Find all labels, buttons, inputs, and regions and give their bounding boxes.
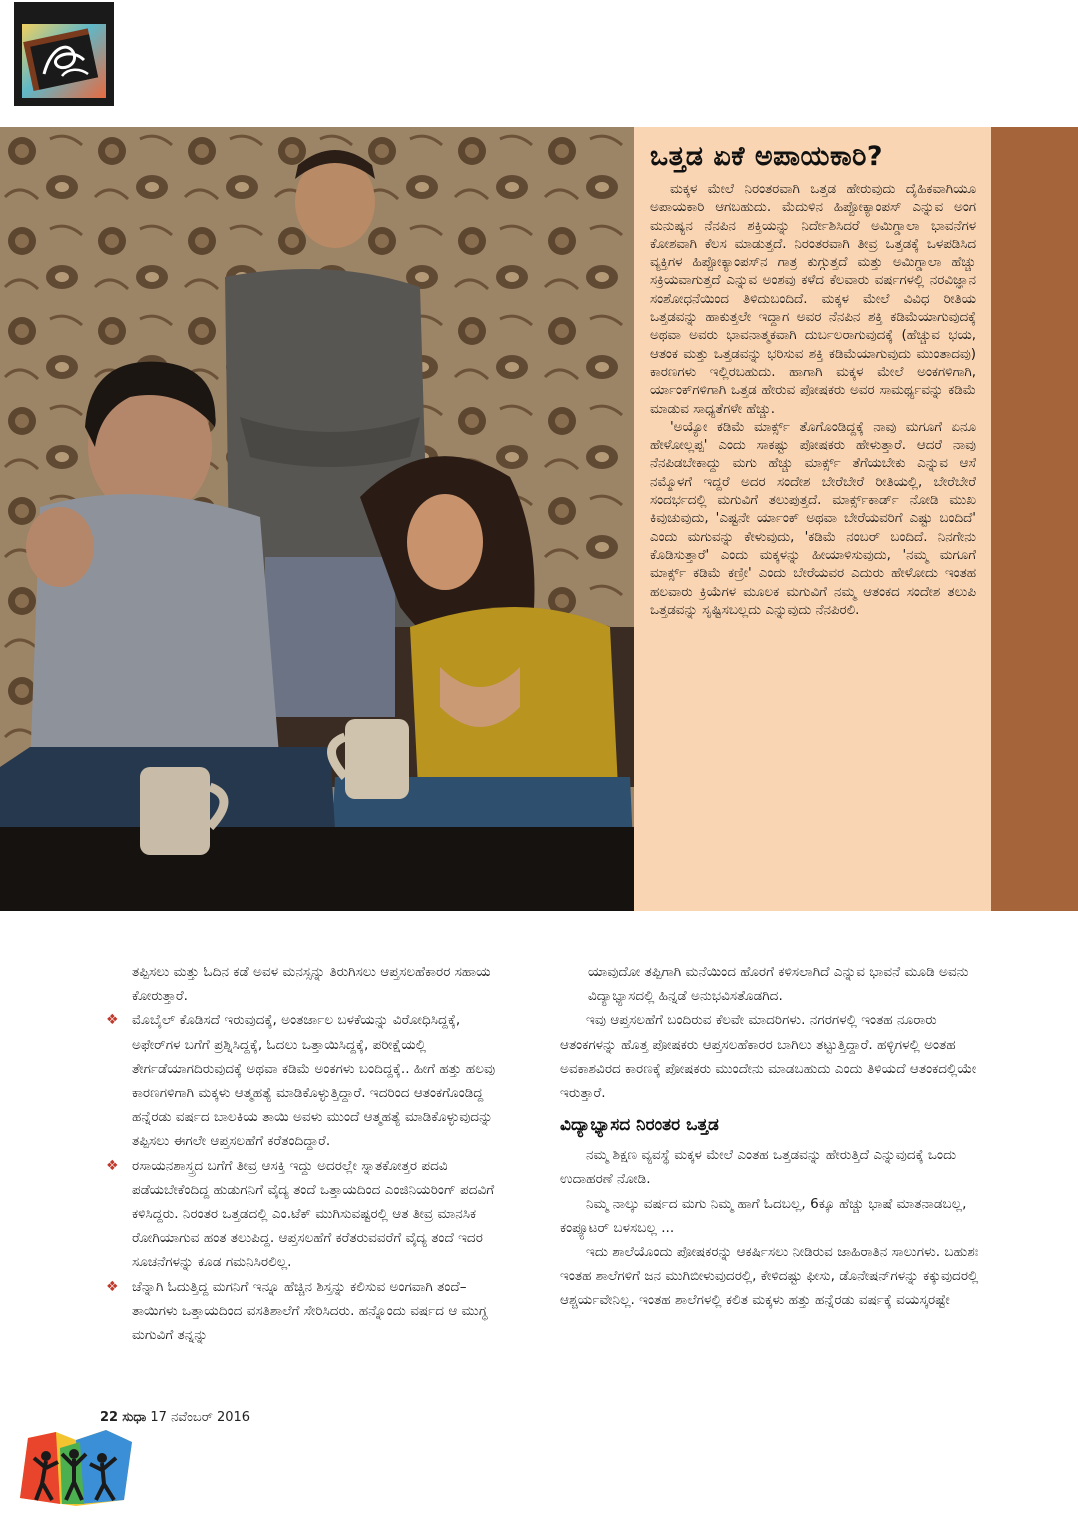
section-logo	[14, 2, 114, 106]
sidebar-paragraph: ಮಕ್ಕಳ ಮೇಲೆ ನಿರಂತರವಾಗಿ ಒತ್ತಡ ಹೇರುವುದು ದೈಹಿಕವಾಗಿಯೂ ಅಪಾಯಕಾರಿ ಆಗಬಹುದು. ಮೆದುಳಿನ ಹಿಪ್ಪೋಕ್ಯಾಂಪಸ್ ಎನ್ನುವ ಅಂಗ ಮನುಷ್ಯನ ನೆನಪಿನ ಶಕ್ತಿಯನ್ನು ನಿರ್ದೇಶಿಸಿದರೆ ಅಮಿಗ್ಡಾಲಾ ಭಾವನೆಗಳ ಕೋಶವಾಗಿ ಕೆಲಸ ಮಾಡುತ್ತದೆ. ನಿರಂತರವಾಗಿ ತೀವ್ರ ಒತ್ತಡಕ್ಕೆ ಒಳಪಡಿಸಿದ ವ್ಯಕ್ತಿಗಳ ಹಿಪ್ಪೋಕ್ಯಾಂಪಸ್‌ನ ಗಾತ್ರ ಕುಗ್ಗುತ್ತದೆ ಮತ್ತು ಅಮಿಗ್ಡಾಲಾ ಹೆಚ್ಚು ಸಕ್ರಿಯವಾಗುತ್ತದೆ ಎನ್ನುವ ಅಂಶವು ಕಳೆದ ಕೆಲವಾರು ವರ್ಷಗಳಲ್ಲಿ ನರವಿಜ್ಞಾನ ಸಂಶೋಧನೆಯಿಂದ ತಿಳಿದುಬಂದಿದೆ. ಮಕ್ಕಳ ಮೇಲೆ ವಿವಿಧ ರೀತಿಯ ಒತ್ತಡವನ್ನು ಹಾಕುತ್ತಲೇ ಇದ್ದಾಗ ಅವರ ನೆನಪಿನ ಶಕ್ತಿ ಕಡಿಮೆಯಾಗುವುದಕ್ಕೆ ಅಥವಾ ಅವರು ಭಾವನಾತ್ಮಕವಾಗಿ ದುರ್ಬಲರಾಗುವುದಕ್ಕೆ (ಹೆಚ್ಚುವ ಭಯ, ಆತಂಕ ಮತ್ತು ಒತ್ತಡವನ್ನು ಭರಿಸುವ ಶಕ್ತಿ ಕಡಿಮೆಯಾಗುವುದು ಮುಂತಾದವು) ಕಾರಣಗಳು ಇಲ್ಲಿರಬಹುದು. ಹಾಗಾಗಿ ಮಕ್ಕಳ ಮೇಲೆ ಅಂಕಗಳಿಗಾಗಿ, ರ್ಯಾಂಕ್‌ಗಳಿಗಾಗಿ ಒತ್ತಡ ಹೇರುವ ಪೋಷಕರು ಅವರ ಸಾಮರ್ಥ್ಯವನ್ನು ಕಡಿಮೆ ಮಾಡುವ ಸಾಧ್ಯತೆಗಳೇ ಹೆಚ್ಚು.	[650, 182, 976, 417]
body-paragraph: ನಮ್ಮ ಶಿಕ್ಷಣ ವ್ಯವಸ್ಥೆ ಮಕ್ಕಳ ಮೇಲೆ ಎಂತಹ ಒತ್ತಡವನ್ನು ಹೇರುತ್ತಿದೆ ಎನ್ನುವುದಕ್ಕೆ ಒಂದು ಉದಾಹರಣೆ ನೋಡಿ.	[560, 1147, 957, 1188]
left-column	[104, 960, 506, 1347]
dancing-figures-icon	[16, 1428, 136, 1512]
bullet-text: ಚೆನ್ನಾಗಿ ಓದುತ್ತಿದ್ದ ಮಗನಿಗೆ ಇನ್ನೂ ಹೆಚ್ಚಿನ ಶಿಸ್ತನ್ನು ಕಲಿಸುವ ಅಂಗವಾಗಿ ತಂದೆ–ತಾಯಿಗಳು ಒತ್ತಾಯದಿಂದ ವಸತಿಶಾಲೆಗೆ ಸೇರಿಸಿದರು. ಹನ್ನೊಂದು ವರ್ಷದ ಆ ಮುಗ್ಧ ಮಗುವಿಗೆ ತನ್ನನ್ನು	[132, 1278, 488, 1344]
page-number: 22	[100, 1410, 119, 1425]
diamond-bullet-icon: ❖	[106, 1157, 119, 1174]
right-lead-text: ಯಾವುದೋ ತಪ್ಪಿಗಾಗಿ ಮನೆಯಿಂದ ಹೊರಗೆ ಕಳಿಸಲಾಗಿದೆ ಎನ್ನುವ ಭಾವನೆ ಮೂಡಿ ಅವನು ವಿದ್ಯಾಭ್ಯಾಸದಲ್ಲಿ ಹಿನ್ನಡೆ ಅನುಭವಿಸತೊಡಗಿದ.	[588, 964, 969, 1005]
diamond-bullet-icon: ❖	[106, 1012, 119, 1029]
body-paragraph: ಇವು ಆಪ್ತಸಲಹೆಗೆ ಬಂದಿರುವ ಕೆಲವೇ ಮಾದರಿಗಳು. ನಗರಗಳಲ್ಲಿ ಇಂತಹ ನೂರಾರು ಆತಂಕಗಳನ್ನು ಹೊತ್ತ ಪೋಷಕರು ಆಪ್ತಸಲಹೆಕಾರರ ಬಾಗಿಲು ತಟ್ಟುತ್ತಿದ್ದಾರೆ. ಹಳ್ಳಿಗಳಲ್ಲಿ ಅಂತಹ ಅವಕಾಶವಿರದ ಕಾರಣಕ್ಕೆ ಪೋಷಕರು ಮುಂದೇನು ಮಾಡಬಹುದು ಎಂದು ತಿಳಿಯದೆ ಆತಂಕದಲ್ಲಿಯೇ ಇರುತ್ತಾರೆ.	[560, 1012, 977, 1102]
bullet-item	[104, 1008, 506, 1153]
bullet-item	[104, 1275, 506, 1348]
sidebar-paragraph: 'ಅಯ್ಯೋ ಕಡಿಮೆ ಮಾರ್ಕ್ಸ್ ತೊಗೊಂಡಿದ್ದಕ್ಕೆ ನಾವು ಮಗೂಗೆ ಏನೂ ಹೇಳೋಲ್ಲಪ್ಪ' ಎಂದು ಸಾಕಷ್ಟು ಪೋಷಕರು ಹೇಳುತ್ತಾರೆ. ಆದರೆ ನಾವು ನೆನಪಿಡಬೇಕಾದ್ದು ಮಗು ಹೆಚ್ಚು ಮಾರ್ಕ್ಸ್ ತೆಗೆಯಬೇಕು ಎನ್ನುವ ಆಸೆ ನಮ್ಮೊಳಗೆ ಇದ್ದರೆ ಅದರ ಸಂದೇಶ ಬೇರೆಬೇರೆ ರೀತಿಯಲ್ಲಿ, ಬೇರೆಬೇರೆ ಸಂದರ್ಭದಲ್ಲಿ ಮಗುವಿಗೆ ತಲುಪುತ್ತದೆ. ಮಾರ್ಕ್ಸ್‌ಕಾರ್ಡ್ ನೋಡಿ ಮುಖ ಕಿವುಚುವುದು, 'ಎಷ್ಟನೇ ರ್ಯಾಂಕ್ ಅಥವಾ ಬೇರೆಯವರಿಗೆ ಎಷ್ಟು ಬಂದಿದೆ' ಎಂದು ಮಗುವನ್ನು ಕೇಳುವುದು, 'ಕಡಿಮೆ ನಂಬರ್ ಬಂದಿದೆ. ನಿನಗೇನು ಕೊಡಿಸುತ್ತಾರೆ' ಎಂದು ಮಕ್ಕಳನ್ನು ಹೀಯಾಳಿಸುವುದು, 'ನಮ್ಮ ಮಗೂಗೆ ಮಾರ್ಕ್ಸ್ ಕಡಿಮೆ ಕಣ್ರೀ' ಎಂದು ಬೇರೆಯವರ ಎದುರು ಹೇಳೋದು ಇಂತಹ ಹಲವಾರು ಕ್ರಿಯೆಗಳ ಮೂಲಕ ಮಗುವಿಗೆ ನಮ್ಮ ಆತಂಕದ ಸಂದೇಶ ತಲುಪಿ ಒತ್ತಡವನ್ನು ಸೃಷ್ಟಿಸಬಲ್ಲದು ಎನ್ನುವುದು ನೆನಪಿರಲಿ.	[650, 419, 976, 618]
bullet-text: ಮೊಬೈಲ್ ಕೊಡಿಸದೆ ಇರುವುದಕ್ಕೆ, ಅಂತರ್ಜಾಲ ಬಳಕೆಯನ್ನು ವಿರೋಧಿಸಿದ್ದಕ್ಕೆ, ಅಫೇರ್‌ಗಳ ಬಗೆಗೆ ಪ್ರಶ್ನಿಸಿದ್ದಕ್ಕೆ, ಓದಲು ಒತ್ತಾಯಿಸಿದ್ದಕ್ಕೆ, ಪರೀಕ್ಷೆಯಲ್ಲಿ ತೇರ್ಗಡೆಯಾಗದಿರುವುದಕ್ಕೆ ಅಥವಾ ಕಡಿಮೆ ಅಂಕಗಳು ಬಂದಿದ್ದಕ್ಕೆ.. ಹೀಗೆ ಹತ್ತು ಹಲವು ಕಾರಣಗಳಿಗಾಗಿ ಮಕ್ಕಳು ಆತ್ಮಹತ್ಯೆ ಮಾಡಿಕೊಳ್ಳುತ್ತಿದ್ದಾರೆ. ಇದರಿಂದ ಆತಂಕಗೊಂಡಿದ್ದ ಹನ್ನೆರಡು ವರ್ಷದ ಬಾಲಕಿಯ ತಾಯಿ ಅವಳು ಮುಂದೆ ಆತ್ಮಹತ್ಯೆ ಮಾಡಿಕೊಳ್ಳುವುದನ್ನು ತಪ್ಪಿಸಲು ಈಗಲೇ ಆಪ್ತಸಲಹೆಗೆ ಕರೆತಂದಿದ್ದಾರೆ.	[132, 1012, 496, 1150]
bullet-item	[104, 1154, 506, 1275]
body-paragraph: ಇದು ಶಾಲೆಯೊಂದು ಪೋಷಕರನ್ನು ಆಕರ್ಷಿಸಲು ನೀಡಿರುವ ಜಾಹಿರಾತಿನ ಸಾಲುಗಳು. ಬಹುಶಃ ಇಂತಹ ಶಾಲೆಗಳಿಗೆ ಜನ ಮುಗಿಬೀಳುವುದರಲ್ಲಿ, ಕೇಳಿದಷ್ಟು ಫೀಸು, ಡೊನೇಷನ್‌ಗಳನ್ನು ಕಕ್ಕುವುದರಲ್ಲಿ ಆಶ್ಚರ್ಯವೇನಿಲ್ಲ. ಇಂತಹ ಶಾಲೆಗಳಲ್ಲಿ ಕಲಿತ ಮಕ್ಕಳು ಹತ್ತು ಹನ್ನೆರಡು ವರ್ಷಕ್ಕೆ ವಯಸ್ಕರಷ್ಟೇ	[560, 1244, 979, 1309]
right-column	[560, 960, 992, 1313]
page-footer	[100, 1410, 250, 1425]
body-paragraph: ನಿಮ್ಮ ನಾಲ್ಕು ವರ್ಷದ ಮಗು ನಿಮ್ಮ ಹಾಗೆ ಓದಬಲ್ಲ, 6ಕ್ಕೂ ಹೆಚ್ಚು ಭಾಷೆ ಮಾತನಾಡಬಲ್ಲ, ಕಂಪ್ಯೂಟರ್ ಬಳಸಬಲ್ಲ ...	[560, 1195, 967, 1236]
section-heading: ವಿದ್ಯಾಭ್ಯಾಸದ ನಿರಂತರ ಒತ್ತಡ	[560, 1115, 719, 1136]
sidebar-body	[650, 181, 976, 620]
magazine-name: ಸುಧಾ	[122, 1410, 147, 1425]
issue-date: 17 ನವೆಂಬರ್ 2016	[150, 1410, 251, 1425]
left-lead-text: ತಪ್ಪಿಸಲು ಮತ್ತು ಓದಿನ ಕಡೆ ಅವಳ ಮನಸ್ಸನ್ನು ತಿರುಗಿಸಲು ಆಪ್ತಸಲಹೆಕಾರರ ಸಹಾಯ ಕೋರುತ್ತಾರೆ.	[132, 964, 491, 1005]
diamond-bullet-icon: ❖	[106, 1278, 119, 1295]
sidebar-accent-strip	[991, 127, 1078, 911]
sidebar-title: ಒತ್ತಡ ಏಕೆ ಅಪಾಯಕಾರಿ?	[650, 141, 884, 172]
bullet-text: ರಸಾಯನಶಾಸ್ತ್ರದ ಬಗೆಗೆ ತೀವ್ರ ಆಸಕ್ತಿ ಇದ್ದು ಅದರಲ್ಲೇ ಸ್ನಾತಕೋತ್ತರ ಪದವಿ ಪಡೆಯಬೇಕೆಂದಿದ್ದ ಹುಡುಗನಿಗೆ ವೈದ್ಯ ತಂದೆ ಒತ್ತಾಯದಿಂದ ಎಂಜಿನಿಯರಿಂಗ್ ಪದವಿಗೆ ಕಳಿಸಿದ್ದರು. ನಿರಂತರ ಒತ್ತಡದಲ್ಲಿ ಎಂ.ಟೆಕ್ ಮುಗಿಸುವಷ್ಟರಲ್ಲಿ ಆತ ತೀವ್ರ ಮಾನಸಿಕ ರೋಗಿಯಾಗುವ ಹಂತ ತಲುಪಿದ್ದ. ಆಪ್ತಸಲಹೆಗೆ ಕರೆತರುವವರೆಗೆ ವೈದ್ಯ ತಂದೆ ಇದರ ಸೂಚನೆಗಳನ್ನು ಕೂಡ ಗಮನಿಸಿರಲಿಲ್ಲ.	[132, 1157, 495, 1271]
sidebar-box	[634, 127, 991, 911]
family-stress-photo	[0, 127, 634, 911]
logo-emblem-icon	[22, 24, 106, 98]
